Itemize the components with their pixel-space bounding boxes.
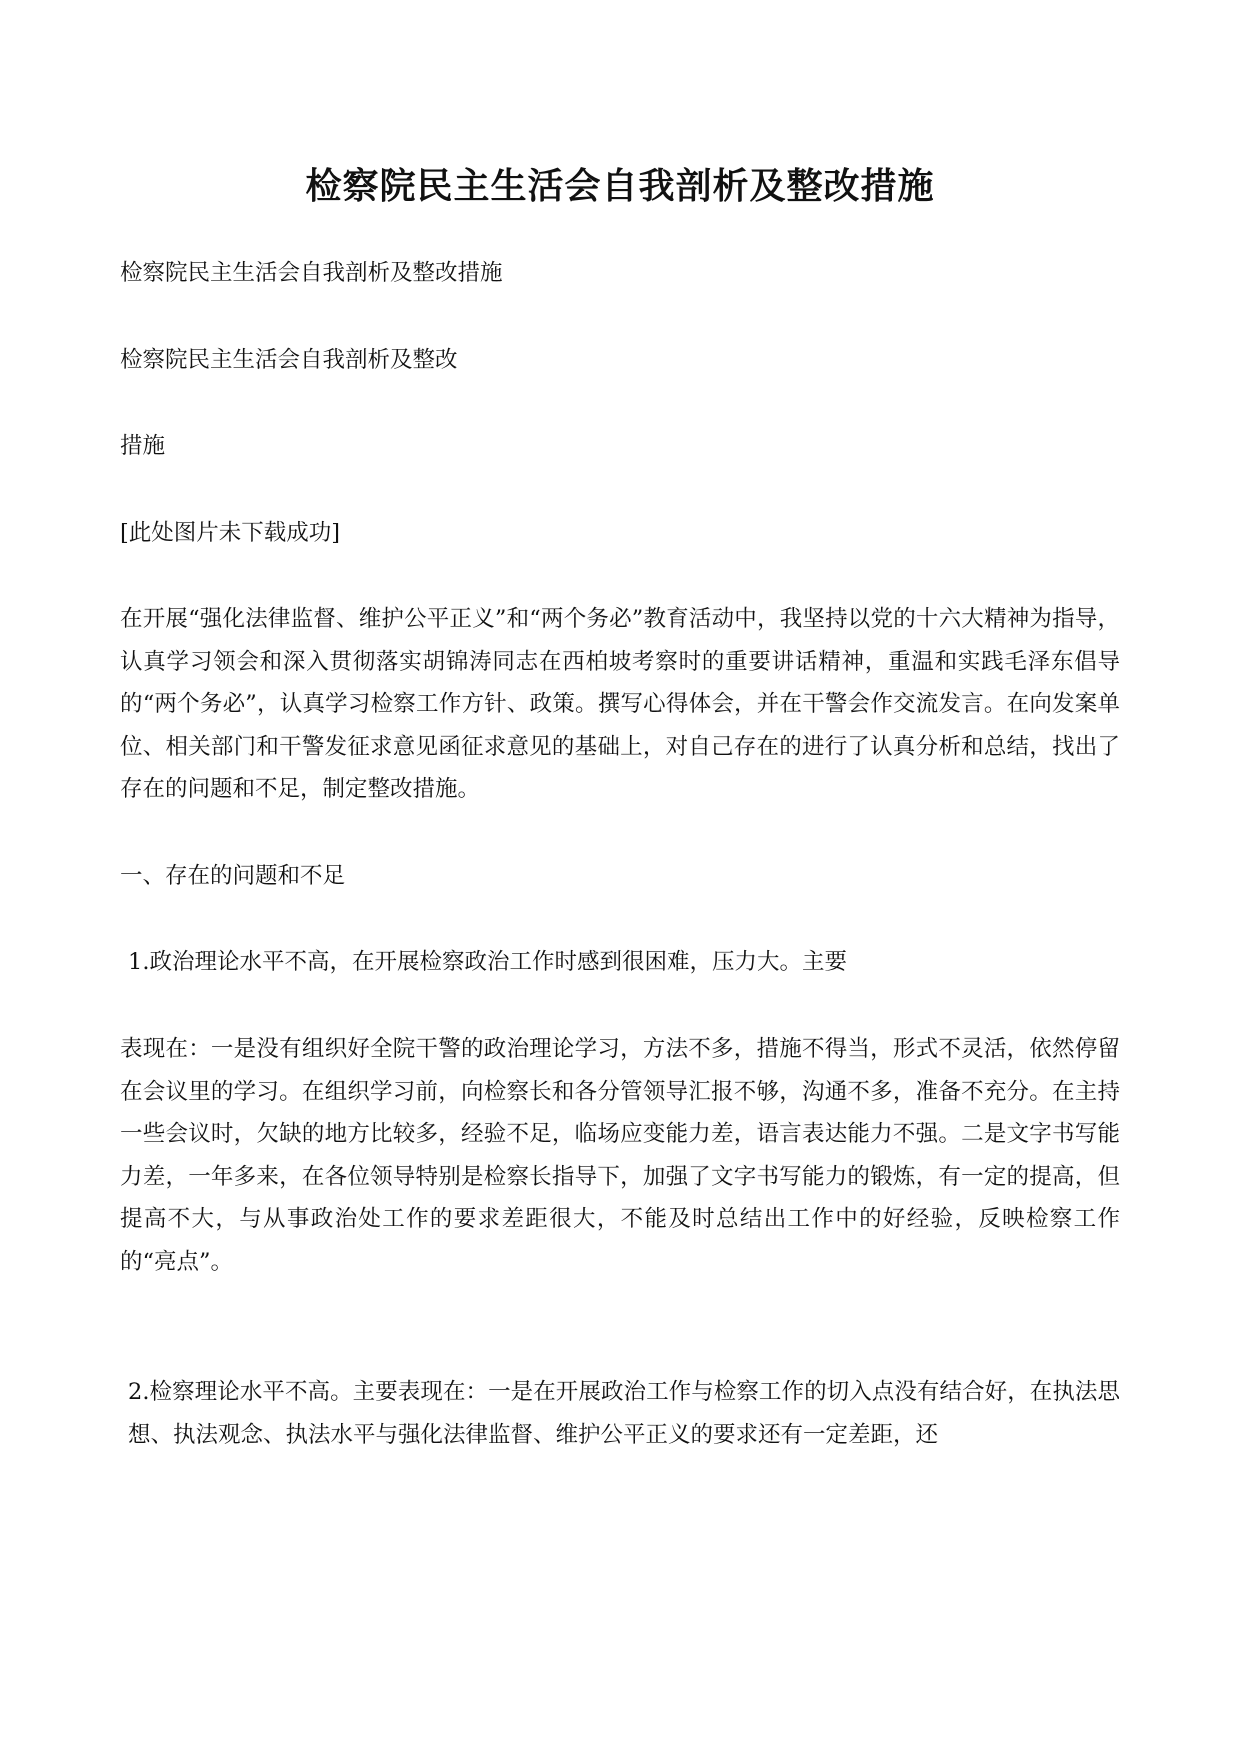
subtitle-line-2: 检察院民主生活会自我剖析及整改: [120, 347, 458, 373]
document-title: 检察院民主生活会自我剖析及整改措施: [305, 165, 935, 207]
item-one-heading: 1.政治理论水平不高，在开展检察政治工作时感到很困难，压力大。主要: [128, 949, 847, 975]
subtitle-line-1: 检察院民主生活会自我剖析及整改措施: [120, 260, 503, 286]
item-one-body: 表现在：一是没有组织好全院干警的政治理论学习，方法不多，措施不得当，形式不灵活，依然停留在会议里的学习。在组织学习前，向检察长和各分管领导汇报不够，沟通不多，准备不充分。在主持一些会议时，欠缺的地方比较多，经验不足，临场应变能力差，语言表达能力不强。二是文字书写能力差，一年多来，在各位领导特别是检察长指导下，加强了文字书写能力的锻炼，有一定的提高，但提高不大，与从事政治处工作的要求差距很大，不能及时总结出工作中的好经验，反映检察工作的“亮点”。: [120, 1036, 1120, 1275]
intro-paragraph: 在开展“强化法律监督、维护公平正义”和“两个务必”教育活动中，我坚持以党的十六大精神为指导，认真学习领会和深入贯彻落实胡锦涛同志在西柏坡考察时的重要讲话精神，重温和实践毛泽东倡导的“两个务必”，认真学习检察工作方针、政策。撰写心得体会，并在干警会作交流发言。在向发案单位、相关部门和干警发征求意见函征求意见的基础上，对自己存在的进行了认真分析和总结，找出了存在的问题和不足，制定整改措施。: [120, 606, 1120, 802]
section-heading-problems: 一、存在的问题和不足: [120, 863, 346, 889]
image-placeholder-text: [此处图片未下载成功]: [120, 520, 341, 546]
subtitle-line-3: 措施: [120, 433, 166, 459]
item-two-text: 2.检察理论水平不高。主要表现在：一是在开展政治工作与检察工作的切入点没有结合好，在执法思想、执法观念、执法水平与强化法律监督、维护公平正义的要求还有一定差距，还: [128, 1379, 1120, 1448]
